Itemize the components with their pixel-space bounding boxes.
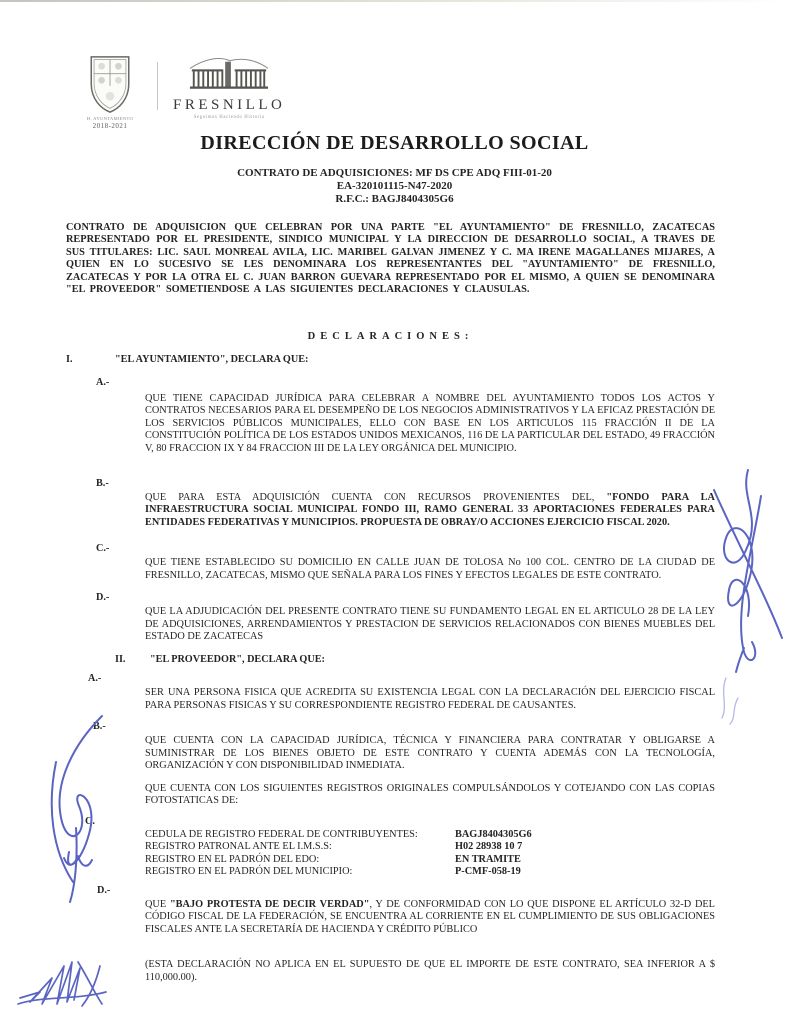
registry-table	[145, 829, 715, 879]
fresnillo-logo	[173, 56, 285, 120]
registry-value: P-CMF-058-19	[455, 866, 521, 878]
crest-years-label: 2018-2021	[92, 122, 128, 130]
item-letter-i-c: C.-	[96, 543, 110, 555]
registry-label: REGISTRO EN EL PADRÓN DEL MUNICIPIO:	[145, 866, 353, 878]
item-letter-ii-d: D.-	[97, 885, 111, 897]
registry-label: REGISTRO EN EL PADRÓN DEL EDO:	[145, 853, 320, 865]
header-divider	[157, 62, 158, 110]
registry-value: BAGJ8404305G6	[455, 828, 532, 840]
intro-paragraph: CONTRATO DE ADQUISICION QUE CELEBRAN POR UNA PARTE "EL AYUNTAMIENTO" DE FRESNILLO, ZACATECAS REPRESENTADO POR EL PRESIDENTE, SINDICO MUNICIPAL Y LA DIRECCION DE DESARROLLO SOCIAL, A TRAVES DE SUS TITULARES: LIC. SAUL MONREAL AVILA, LIC. MARIBEL GALVAN JIMENEZ Y C. MA IRENE MAGALLANES MIJARES, A QUIEN EN LO SUCESIVO SE LES DENOMINARA LOS REPRESENTANTES DEL "AYUNTAMIENTO" DE FRESNILLO, ZACATECAS Y POR LA OTRA EL C. JUAN BARRON GUEVARA REPRESENTADO POR EL MISMO, A QUIEN SE DENOMINARA "EL PROVEEDOR" SOMETIENDOSE A LAS SIGUIENTES DECLARACIONES Y CLAUSULAS.	[66, 222, 715, 296]
section-ii-label: "EL PROVEEDOR", DECLARA QUE:	[150, 654, 325, 666]
item-letter-i-d: D.-	[96, 592, 110, 604]
registry-label: CEDULA DE REGISTRO FEDERAL DE CONTRIBUYENTES:	[145, 828, 418, 840]
brand-tagline: Seguimos Haciendo Historia	[193, 115, 265, 120]
item-body-i-d: QUE LA ADJUDICACIÓN DEL PRESENTE CONTRATO TIENE SU FUNDAMENTO LEGAL EN EL ARTICULO 28 DE LA LEY DE ADQUISICIONES, ARRENDAMIENTOS Y PRESTACION DE SERVICIOS RELACIONADOS CON BIENES MUEBLES DEL ESTADO DE ZACATECAS	[145, 606, 715, 643]
section-ii-numeral: II.	[115, 654, 126, 666]
item-body-i-b	[145, 492, 715, 529]
declarations-heading: DECLARACIONES:	[307, 331, 474, 342]
item-letter-ii-a: A.-	[88, 673, 102, 685]
page-title: DIRECCIÓN DE DESARROLLO SOCIAL	[200, 132, 589, 154]
registry-value: EN TRAMITE	[455, 853, 521, 865]
municipal-crest	[78, 54, 142, 130]
item-ii-d-post: , Y DE CONFORMIDAD CON LO QUE DISPONE EL ARTÍCULO 32-D DEL CÓDIGO FISCAL DE LA FEDERACIÓN, SE ENCUENTRA AL CORRIENTE EN EL CUMPLIMIENTO DE SUS OBLIGACIONES FISCALES ANTE LA SECRETARÍA DE HACIENDA Y CRÉDITO PÚBLICO	[145, 899, 715, 935]
item-body-ii-d	[145, 899, 715, 936]
item-letter-ii-c: C.	[85, 815, 95, 827]
item-i-b-normal: QUE PARA ESTA ADQUISICIÓN CUENTA CON RECURSOS PROVENIENTES DEL,	[145, 492, 607, 504]
footnote: (ESTA DECLARACIÓN NO APLICA EN EL SUPUESTO DE QUE EL IMPORTE DE ESTE CONTRATO, SEA INFERIOR A $ 110,000.00).	[145, 959, 715, 983]
registry-row	[145, 854, 715, 867]
crest-shield-icon	[83, 54, 137, 114]
item-i-b-bold: "FONDO PARA LA INFRAESTRUCTURA SOCIAL MUNICIPAL FONDO III, RAMO GENERAL 33 APORTACIONES FEDERALES PARA ENTIDADES FEDERATIVAS Y MUNICIPIOS. PROPUESTA DE OBRAY/O ACCIONES EJERCICIO FISCAL 2020.	[145, 492, 715, 528]
contract-ref-line-1: CONTRATO DE ADQUISICIONES: MF DS CPE ADQ FIII-01-20	[237, 167, 552, 179]
item-body-ii-b: QUE CUENTA CON LA CAPACIDAD JURÍDICA, TÉCNICA Y FINANCIERA PARA CONTRATAR Y OBLIGARSE A SUMINISTRAR DE LOS BIENES OBJETO DE ESTE CONTRATO Y CUENTA ADEMÁS CON LA TECNOLOGÍA, ORGANIZACIÓN Y CON DISPONIBILIDAD INMEDIATA.	[145, 735, 715, 772]
section-i-label: "EL AYUNTAMIENTO", DECLARA QUE:	[115, 354, 309, 365]
item-letter-ii-b: B.-	[93, 721, 106, 733]
registry-label: REGISTRO PATRONAL ANTE EL I.M.S.S:	[145, 841, 332, 853]
item-letter-i-a: A.-	[96, 377, 110, 388]
contract-ref-line-3: R.F.C.: BAGJ8404305G6	[335, 193, 454, 205]
registry-value: H02 28938 10 7	[455, 841, 523, 853]
aqueduct-icon	[183, 56, 275, 96]
registry-row	[145, 866, 715, 879]
crest-org-label: H. AYUNTAMIENTO	[86, 116, 134, 121]
item-body-ii-b2: QUE CUENTA CON LOS SIGUIENTES REGISTROS ORIGINALES COMPULSÁNDOLOS Y COTEJANDO CON LAS COPIAS FOTOSTATICAS DE:	[145, 782, 715, 807]
item-body-ii-a: SER UNA PERSONA FISICA QUE ACREDITA SU EXISTENCIA LEGAL CON LA DECLARACIÓN DEL EJERCICIO FISCAL PARA PERSONAS FISICAS Y SU CORRESPONDIENTE REGISTRO FEDERAL DE CAUSANTES.	[145, 687, 715, 711]
contract-ref-line-2: EA-320101115-N47-2020	[336, 180, 453, 192]
section-i-numeral: I.	[66, 354, 73, 365]
item-body-i-a: QUE TIENE CAPACIDAD JURÍDICA PARA CELEBRAR A NOMBRE DEL AYUNTAMIENTO TODOS LOS ACTOS Y CONTRATOS NECESARIOS PARA EL DESEMPEÑO DE LOS NEGOCIOS ADMINISTRATIVOS Y LA EFICAZ PRESTACIÓN DE LOS SERVICIOS PÚBLICOS MUNICIPALES, ELLO CON BASE EN LOS ARTICULOS 115 FRACCIÓN II DE LA CONSTITUCIÓN POLÍTICA DE LOS ESTADOS UNIDOS MEXICANOS, 116 DE LA PARTICULAR DEL ESTADO, 49 FRACCIÓN V, 80 FRACCION IX Y 84 FRACCION III DE LA LEY ORGÁNICA DEL MUNICIPIO.	[145, 393, 715, 454]
item-body-i-c: QUE TIENE ESTABLECIDO SU DOMICILIO EN CALLE JUAN DE TOLOSA No 100 COL. CENTRO DE LA CIUDAD DE FRESNILLO, ZACATECAS, MISMO QUE SEÑALA PARA LOS FINES Y EFECTOS LEGALES DE ESTE CONTRATO.	[145, 557, 715, 581]
registry-row	[145, 841, 715, 854]
registry-row	[145, 829, 715, 842]
letterhead	[0, 0, 789, 132]
contract-reference	[0, 167, 789, 206]
item-ii-d-pre: QUE	[145, 899, 170, 911]
item-letter-i-b: B.-	[96, 478, 109, 490]
section-ii-heading	[66, 654, 715, 665]
section-i-heading	[66, 354, 715, 365]
brand-name: FRESNILLO	[173, 97, 286, 113]
document-body	[0, 222, 789, 984]
scan-edge-artifact	[0, 0, 789, 2]
item-ii-d-bold: "BAJO PROTESTA DE DECIR VERDAD"	[169, 899, 370, 911]
